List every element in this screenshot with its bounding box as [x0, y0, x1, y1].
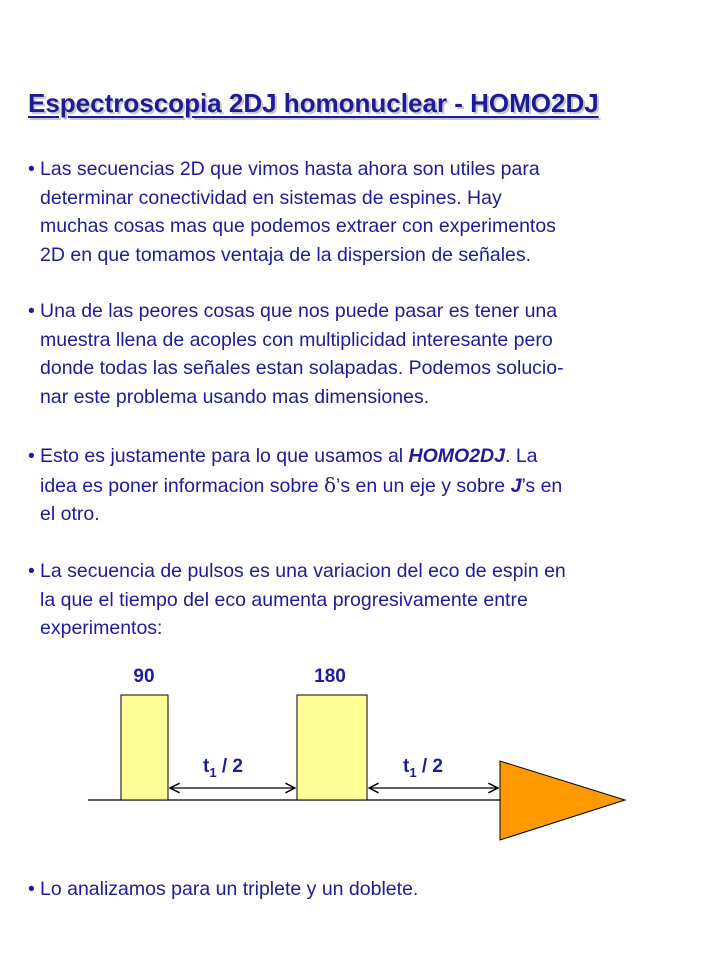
- bullet-text: Las secuencias 2D que vimos hasta ahora son utiles para: [40, 158, 540, 180]
- bullet-text: idea es poner informacion sobre: [40, 474, 324, 497]
- bullet-text: . La: [504, 445, 538, 467]
- bullet-analisis: [28, 875, 698, 904]
- bullet-text: La secuencia de pulsos es una variacion del eco de espin en: [40, 560, 566, 582]
- bullet-homo2dj: [28, 442, 698, 529]
- bullet-dot: •: [28, 560, 35, 582]
- delta-symbol: δ: [324, 472, 337, 497]
- bullet-text: Esto es justamente para lo que usamos al: [40, 445, 409, 467]
- bullet-text: muchas cosas mas que podemos extraer con experimentos: [40, 215, 556, 237]
- homo2dj-emphasis: HOMO2DJ: [408, 445, 505, 467]
- bullet-text: 2D en que tomamos ventaja de la dispersion de señales.: [40, 243, 532, 266]
- bullet-secuencia-pulsos: [28, 557, 698, 643]
- bullet-dot: •: [28, 158, 35, 180]
- pulse-90-label: 90: [133, 666, 155, 687]
- bullet-text: ’s en un eje y sobre: [336, 474, 511, 497]
- bullet-text: el otro.: [40, 503, 100, 525]
- bullet-dot: •: [28, 300, 35, 322]
- j-symbol: J: [510, 474, 522, 497]
- bullet-text: determinar conectividad en sistemas de espines. Hay: [40, 186, 502, 209]
- bullet-peores-cosas: [28, 297, 698, 411]
- bullet-text: muestra llena de acoples con multiplicidad interesante pero: [40, 328, 553, 351]
- bullet-text: experimentos:: [40, 617, 163, 639]
- bullet-text: nar este problema usando mas dimensiones.: [40, 385, 430, 408]
- bullet-text: Una de las peores cosas que nos puede pasar es tener una: [40, 300, 558, 322]
- pulse-sequence-diagram: [0, 655, 720, 855]
- delay-label-2: $t_1 / 2$: [403, 756, 443, 780]
- bullet-text: la que el tiempo del eco aumenta progresivamente entre: [40, 588, 528, 611]
- bullet-text: Lo analizamos para un triplete y un doblete.: [40, 878, 419, 900]
- pulse-180: [297, 695, 367, 800]
- pulse-180-label: 180: [314, 666, 346, 687]
- bullet-text: donde todas las señales estan solapadas. Podemos solucio-: [40, 357, 564, 379]
- bullet-secuencias-2d: [28, 155, 698, 269]
- delay-label-1: $t_1 / 2$: [203, 756, 243, 780]
- fid-acquisition-triangle: [500, 761, 625, 840]
- bullet-dot: •: [28, 445, 35, 467]
- pulse-90: [121, 695, 168, 800]
- bullet-dot: •: [28, 878, 35, 900]
- bullet-text: ’s en: [521, 474, 563, 497]
- page-title: Espectroscopia 2DJ homonuclear - HOMO2DJ: [28, 88, 599, 118]
